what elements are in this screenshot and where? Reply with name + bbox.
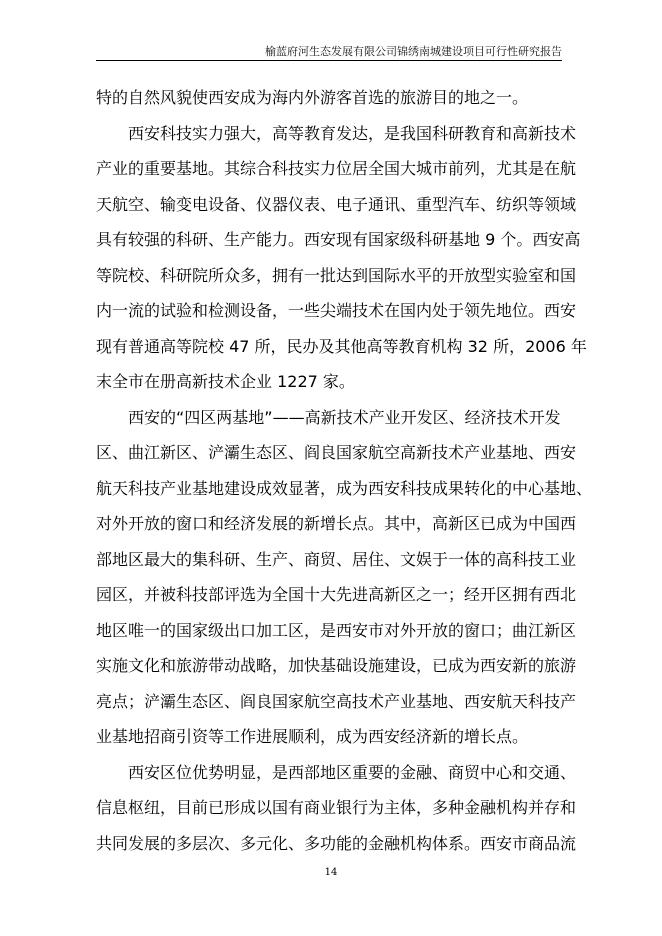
text-line: 西安的“四区两基地”——高新技术产业开发区、经济技术开发 [96,407,561,427]
text-line: 等院校、科研院所众多，拥有一批达到国际水平的开放型实验室和国 [96,265,577,285]
paragraph [96,400,593,755]
text-line: 共同发展的多层次、多元化、多功能的金融机构体系。西安市商品流 [96,833,577,853]
running-header [96,44,562,61]
text-line: 实施文化和旅游带动战略，加快基础设施建设，已成为西安新的旅游 [96,656,577,675]
paragraph [96,116,587,400]
text-line: 内一流的试验和检测设备，一些尖端技术在国内处于领先地位。西安 [96,301,577,320]
header-title: 榆蓝府河生态发展有限公司锦绣南城建设项目可行性研究报告 [265,45,562,58]
text-line: 西安科技实力强大，高等教育发达，是我国科研教育和高新技术 [96,123,577,143]
text-line: 对外开放的窗口和经济发展的新增长点。其中，高新区已成为中国西 [96,514,577,533]
page-number: 14 [324,867,338,878]
text-line: 天航空、输变电设备、仪器仪表、电子通讯、重型汽车、纺织等领域 [96,194,577,214]
text-line: 亮点；浐灞生态区、阎良国家航空高技术产业基地、西安航天科技产 [96,691,577,711]
text-line: 部地区最大的集科研、生产、商贸、居住、文娱于一体的高科技工业 [96,549,577,569]
text-line: 现有普通高等院校 47 所，民办及其他高等教育机构 32 所，2006 年 [96,336,587,356]
text-line: 特的自然风貌使西安成为海内外游客首选的旅游目的地之一。 [96,88,529,107]
text-line: 航天科技产业基地建设成效显著，成为西安科技成果转化的中心基地、 [96,478,593,498]
text-line: 信息枢纽，目前已形成以国有商业银行为主体，多种金融机构并存和 [96,798,577,817]
paragraph [96,755,576,862]
text-line: 末全市在册高新技术企业 1227 家。 [96,372,355,391]
text-line: 产业的重要基地。其综合科技实力位居全国大城市前列，尤其是在航 [96,159,577,178]
text-line: 地区唯一的国家级出口加工区，是西安市对外开放的窗口；曲江新区 [96,620,577,640]
text-line: 业基地招商引资等工作进展顺利，成为西安经济新的增长点。 [96,727,529,746]
text-line: 具有较强的科研、生产能力。西安现有国家级科研基地 9 个。西安高 [96,230,581,249]
text-line: 西安区位优势明显，是西部地区重要的金融、商贸中心和交通、 [96,762,577,782]
body-text [96,80,593,861]
paragraph [96,80,576,116]
text-line: 区、曲江新区、浐灞生态区、阎良国家航空高新技术产业基地、西安 [96,443,577,462]
text-line: 园区，并被科技部评选为全国十大先进高新区之一；经开区拥有西北 [96,585,577,604]
